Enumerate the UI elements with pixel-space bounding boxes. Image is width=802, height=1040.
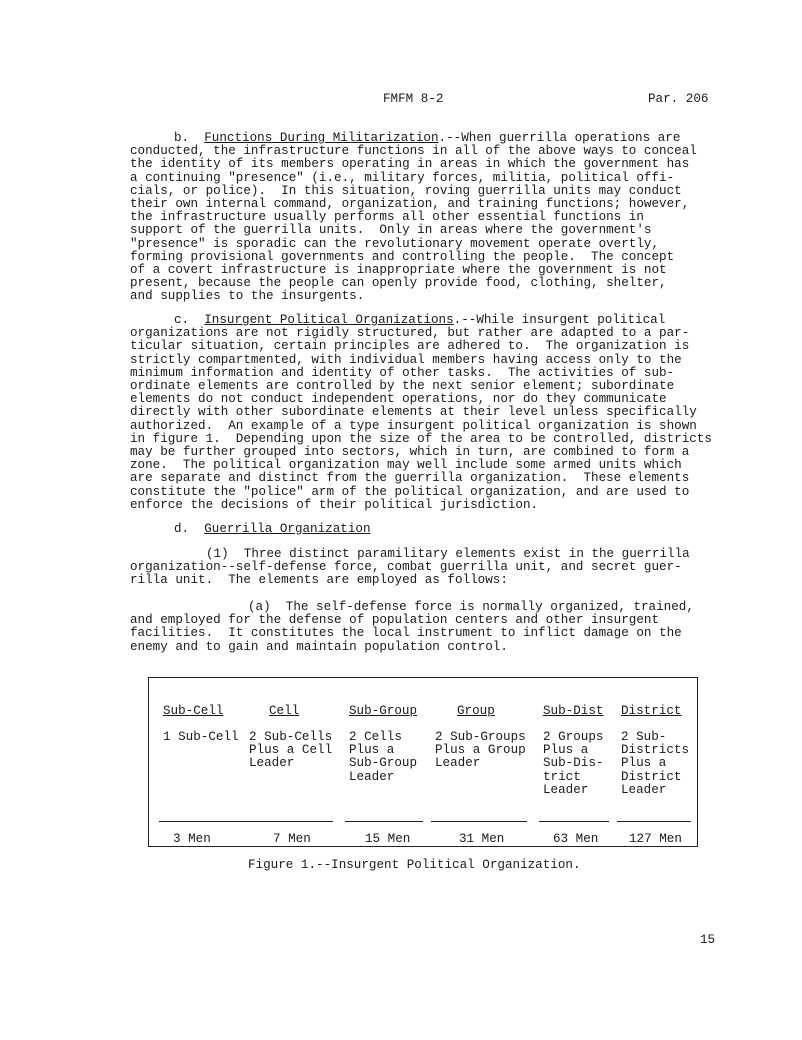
column-divider — [245, 821, 333, 822]
paragraph-d1-line: organization--self-defense force, combat guerrilla unit, and secret guer- — [130, 560, 682, 575]
column-divider — [539, 821, 609, 822]
page-number: 15 — [700, 933, 716, 947]
paragraph-d1 — [130, 548, 720, 588]
paragraph-d-heading — [130, 523, 720, 536]
paragraph-b-line: "presence" is sporadic can the revolutionary movement operate overtly, — [130, 236, 660, 251]
paragraph-b-line: cials, or police). In this situation, roving guerrilla units may conduct — [130, 183, 682, 198]
paragraph-c-line: in figure 1. Depending upon the size of the area to be controlled, districts — [130, 431, 712, 446]
column-heading: Cell — [269, 704, 300, 718]
paragraph-d-title: Guerrilla Organization — [204, 522, 371, 536]
column-composition: 2 Sub-Cells Plus a Cell Leader — [249, 730, 333, 771]
column-composition: 2 Groups Plus a Sub-Dis- trict Leader — [543, 730, 604, 797]
paragraph-d1-line: rilla unit. The elements are employed as follows: — [130, 573, 508, 588]
figure-column-sub-dist — [543, 704, 604, 846]
column-strength: 31 Men — [459, 832, 505, 846]
paragraph-c-line: enforce the decisions of their political jurisdiction. — [130, 497, 539, 512]
paragraph-c-line: zone. The political organization may well include some armed units which — [130, 458, 682, 473]
paragraph-d1-first-line: (1) Three distinct paramilitary elements exist in the guerrilla — [206, 547, 690, 561]
paragraph-b-line: present, because the people can openly provide food, clothing, shelter, — [130, 276, 667, 291]
column-heading: Group — [457, 704, 495, 718]
paragraph-c-line: organizations are not rigidly structured, but rather are adapted to a par- — [130, 326, 690, 341]
column-strength: 15 Men — [365, 832, 411, 846]
column-strength: 63 Men — [553, 832, 599, 846]
paragraph-d-label: d. — [174, 522, 190, 536]
paragraph-b-first-rest: .--When guerrilla operations are — [438, 131, 681, 145]
figure-column-cell — [249, 704, 333, 846]
organization-figure — [148, 677, 698, 847]
paragraph-b-line: and supplies to the insurgents. — [130, 289, 365, 304]
paragraph-c-line: constitute the "police" arm of the political organization, and are used to — [130, 484, 690, 499]
column-strength: 127 Men — [629, 832, 682, 846]
paragraph-b-line: support of the guerrilla units. Only in areas where the government's — [130, 223, 652, 238]
column-divider — [617, 821, 691, 822]
paragraph-b-line: forming provisional governments and controlling the people. The concept — [130, 249, 675, 264]
paragraph-c-title: Insurgent Political Organizations — [204, 313, 454, 327]
column-divider — [159, 821, 249, 822]
paragraph-d1a-line: facilities. It constitutes the local instrument to inflict damage on the — [130, 626, 682, 641]
paragraph-c-line: strictly compartmented, with individual members having access only to the — [130, 352, 682, 367]
paragraph-d1a — [130, 601, 720, 654]
paragraph-d1a-first-line: (a) The self-defense force is normally organized, trained, — [248, 600, 694, 614]
column-heading: Sub-Cell — [163, 704, 224, 718]
column-heading: Sub-Group — [349, 704, 418, 718]
paragraph-d — [130, 523, 720, 536]
paragraph-b-line: a continuing "presence" (i.e., military forces, militia, political offi- — [130, 170, 675, 185]
paragraph-c-line: authorized. An example of a type insurgent political organization is shown — [130, 418, 697, 433]
paragraph-b-line: their own internal command, organization, and training functions; however, — [130, 197, 690, 212]
paragraph-c-line: minimum information and identity of other tasks. The activities of sub- — [130, 365, 675, 380]
paragraph-c-line: are separate and distinct from the guerrilla organization. These elements — [130, 471, 690, 486]
paragraph-b-line: conducted, the infrastructure functions in all of the above ways to conceal — [130, 144, 697, 159]
figure-column-group — [435, 704, 526, 846]
column-composition: 2 Sub-Groups Plus a Group Leader — [435, 730, 526, 771]
header-publication: FMFM 8-2 — [383, 92, 444, 106]
paragraph-c-line: ordinate elements are controlled by the next senior element; subordinate — [130, 379, 675, 394]
figure-caption: Figure 1.--Insurgent Political Organization. — [248, 858, 581, 872]
paragraph-c-line: directly with other subordinate elements at their level unless specifically — [130, 405, 697, 420]
column-heading: Sub-Dist — [543, 704, 604, 718]
paragraph-c-label: c. — [174, 313, 190, 327]
paragraph-b-line: the identity of its members operating in areas in which the government has — [130, 157, 690, 172]
column-divider — [345, 821, 423, 822]
paragraph-b-label: b. — [174, 131, 190, 145]
column-strength: 3 Men — [173, 832, 211, 846]
paragraph-b — [130, 132, 720, 304]
paragraph-c-first-rest: .--While insurgent political — [453, 313, 666, 327]
column-strength: 7 Men — [273, 832, 311, 846]
figure-column-district — [621, 704, 690, 846]
paragraph-b-title: Functions During Militarization — [204, 131, 439, 145]
paragraph-c-line: may be further grouped into sectors, which in turn, are combined to form a — [130, 445, 690, 460]
paragraph-c-line: elements do not conduct independent operations, nor do they communicate — [130, 392, 667, 407]
paragraph-d1a-line: enemy and to gain and maintain population control. — [130, 639, 508, 654]
column-composition: 2 Sub- Districts Plus a District Leader — [621, 730, 690, 797]
column-composition: 2 Cells Plus a Sub-Group Leader — [349, 730, 418, 784]
column-divider — [431, 821, 527, 822]
paragraph-c-line: ticular situation, certain principles are adhered to. The organization is — [130, 339, 690, 354]
figure-column-sub-cell — [163, 704, 239, 846]
paragraph-d1a-line: and employed for the defense of population centers and other insurgent — [130, 613, 660, 628]
figure-column-sub-group — [349, 704, 418, 846]
paragraph-c — [130, 314, 720, 512]
header-paragraph-ref: Par. 206 — [648, 92, 709, 106]
paragraph-b-line: of a covert infrastructure is inappropriate where the government is not — [130, 263, 667, 278]
paragraph-b-line: the infrastructure usually performs all other essential functions in — [130, 210, 644, 225]
column-composition: 1 Sub-Cell — [163, 730, 239, 744]
column-heading: District — [621, 704, 682, 718]
